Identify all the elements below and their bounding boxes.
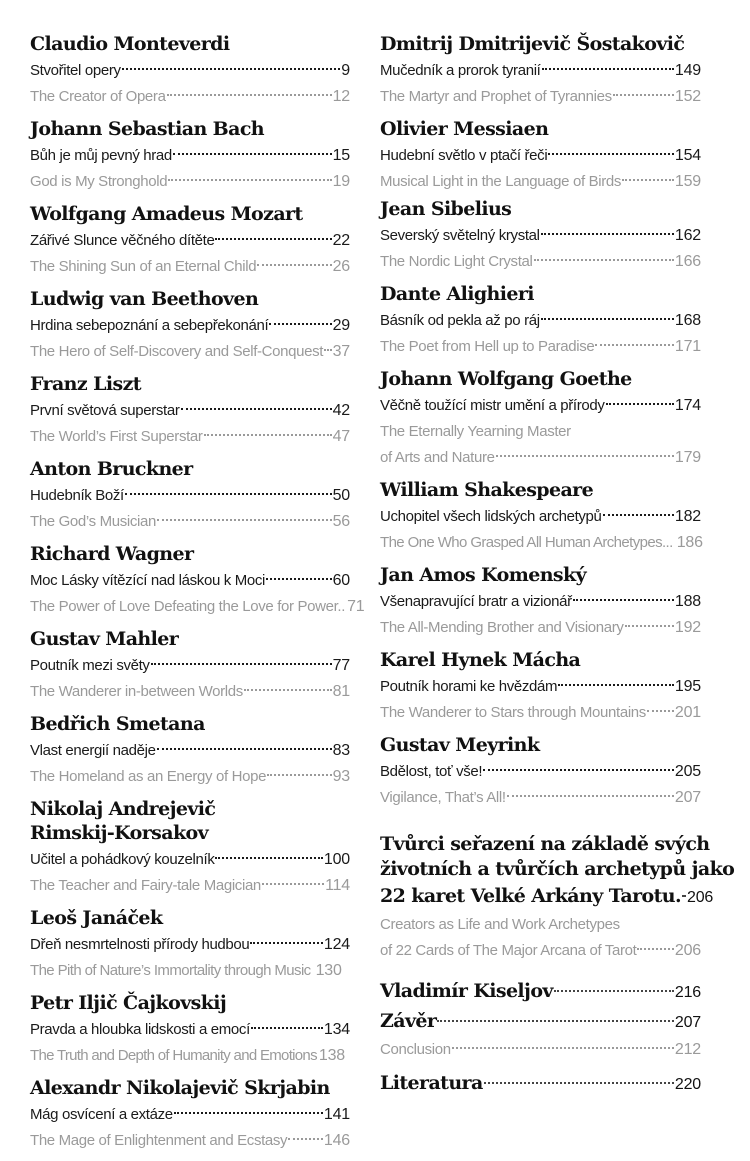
leader-dots xyxy=(548,153,674,155)
entry-en-page: 138 xyxy=(318,1047,345,1064)
entry-cz-text: První světová superstar xyxy=(30,402,180,419)
entry-en-text: The Shining Sun of an Eternal Child xyxy=(30,258,257,275)
tarot-en-line-continued[interactable] xyxy=(380,938,701,964)
entry-cz-text: Poutník mezi světy xyxy=(30,657,150,674)
entry-en-text: The Hero of Self-Discovery and Self-Conquest xyxy=(30,343,324,360)
entry-cz-line[interactable] xyxy=(380,589,701,615)
entry-en-text: The Creator of Opera xyxy=(30,88,166,105)
entry-en-text: The World’s First Superstar xyxy=(30,428,203,445)
entry-cz-page: 42 xyxy=(332,402,350,419)
entry-cz-page: 162 xyxy=(674,227,701,244)
entry-cz-text: Mučedník a prorok tyranií xyxy=(380,62,541,79)
leader-dots xyxy=(167,94,332,96)
entry-en-line[interactable] xyxy=(30,509,350,535)
entry-en-text: The Wanderer in-between Worlds xyxy=(30,683,243,700)
entry-en-line[interactable] xyxy=(30,254,350,280)
entry-title: Petr Iljič Čajkovskij xyxy=(30,992,227,1014)
entry-cz-page: 195 xyxy=(674,678,701,695)
entry-cz-page: 22 xyxy=(332,232,350,249)
tarot-en-text: Creators as Life and Work Archetypes xyxy=(380,916,620,933)
entry-en-line[interactable] xyxy=(30,873,350,899)
entry-cz-line[interactable] xyxy=(380,58,701,84)
entry-cz-text: Severský světelný krystal xyxy=(380,227,540,244)
entry-en-line[interactable] xyxy=(380,785,701,811)
toc-entry xyxy=(30,372,350,450)
entry-cz-text: Zářivé Slunce věčného dítěte xyxy=(30,232,215,249)
tarot-title-page: 206 xyxy=(687,889,714,906)
entry-cz-page: 124 xyxy=(323,936,350,953)
entry-en-line[interactable] xyxy=(30,169,350,195)
leader-dots xyxy=(122,68,341,70)
entry-en-text: The Teacher and Fairy-tale Magician xyxy=(30,877,261,894)
toc-entry-kiseljov[interactable] xyxy=(380,977,701,1007)
leader-dots xyxy=(215,857,322,859)
entry-title: Alexandr Nikolajevič Skrjabin xyxy=(30,1077,330,1099)
entry-en-line[interactable] xyxy=(380,419,701,445)
toc-entry xyxy=(30,287,350,365)
tarot-section xyxy=(380,832,735,964)
leader-dots xyxy=(496,455,674,457)
entry-en-page: 192 xyxy=(674,619,701,636)
entry-cz-line[interactable] xyxy=(380,308,701,334)
entry-cz-text: Hudebník Boží xyxy=(30,487,124,504)
entry-cz-line[interactable] xyxy=(30,143,350,169)
leader-dots xyxy=(168,179,331,181)
leader-dots xyxy=(151,663,332,665)
entry-cz-page: 154 xyxy=(674,147,701,164)
entry-title: Gustav Mahler xyxy=(30,628,179,650)
toc-entry xyxy=(380,32,701,110)
leader-dots xyxy=(257,264,331,266)
entry-cz-page: 188 xyxy=(674,593,701,610)
entry-cz-line[interactable] xyxy=(380,393,701,419)
entry-cz-text: Uchopitel všech lidských archetypů xyxy=(380,508,602,525)
entry-en-page: 179 xyxy=(674,449,701,466)
toc-entry xyxy=(380,282,701,360)
entry-page: 220 xyxy=(674,1076,701,1093)
leader-dots xyxy=(250,942,322,944)
entry-en-text: The Nordic Light Crystal xyxy=(380,253,533,270)
leader-dots xyxy=(507,795,674,797)
entry-cz-line[interactable] xyxy=(30,653,350,679)
entry-cz-line[interactable] xyxy=(30,1017,350,1043)
entry-en-text: The Truth and Depth of Humanity and Emotions xyxy=(30,1047,317,1064)
entry-cz-text: Mág osvícení a extáze xyxy=(30,1106,173,1123)
entry-cz-text: Bůh je můj pevný hrad xyxy=(30,147,172,164)
toc-entry xyxy=(30,906,350,984)
entry-cz-page: 15 xyxy=(332,147,350,164)
entry-title: Olivier Messiaen xyxy=(380,118,549,140)
leader-dots xyxy=(595,344,673,346)
entry-title: Vladimír Kiseljov xyxy=(380,980,553,1002)
entry-en-page: 56 xyxy=(332,513,350,530)
entry-title: Leoš Janáček xyxy=(30,907,163,929)
leader-dots xyxy=(262,883,324,885)
entry-en-line[interactable] xyxy=(30,679,350,705)
entry-en-text: The Eternally Yearning Master xyxy=(380,423,571,440)
entry-cz-text: Stvořitel opery xyxy=(30,62,121,79)
entry-en-page: 19 xyxy=(332,173,350,190)
entry-en-text: The Wanderer to Stars through Mountains xyxy=(380,704,646,721)
leader-dots xyxy=(606,403,674,405)
entry-en-text: Vigilance, That’s All! xyxy=(380,789,506,806)
entry-cz-page: 9 xyxy=(341,62,350,79)
entry-cz-line[interactable] xyxy=(30,568,350,594)
leader-dots xyxy=(542,68,674,70)
leader-dots xyxy=(267,774,331,776)
entry-en-text: Musical Light in the Language of Birds xyxy=(380,173,622,190)
entry-title: Richard Wagner xyxy=(30,543,194,565)
entry-en-page: 212 xyxy=(674,1041,701,1058)
tarot-en-text-continued: of 22 Cards of The Major Arcana of Tarot xyxy=(380,942,637,959)
leader-dots xyxy=(181,408,332,410)
entry-en-line[interactable] xyxy=(30,424,350,450)
leader-dots xyxy=(215,238,331,240)
entry-en-line[interactable] xyxy=(30,958,350,984)
leader-dots xyxy=(251,1027,323,1029)
toc-entry-literatura[interactable] xyxy=(380,1069,701,1099)
entry-title: Anton Bruckner xyxy=(30,458,193,480)
entry-title: Dante Alighieri xyxy=(380,283,534,305)
entry-en-line[interactable] xyxy=(30,84,350,110)
entry-cz-line[interactable] xyxy=(380,674,701,700)
entry-cz-text: Vlast energií naděje xyxy=(30,742,156,759)
leader-dots xyxy=(437,1020,674,1022)
entry-title: Johann Wolfgang Goethe xyxy=(380,368,632,390)
leader-dots xyxy=(452,1047,674,1049)
leader-dots xyxy=(682,895,686,897)
entry-title-continued: Rimskij-Korsakov xyxy=(30,822,209,844)
leader-dots xyxy=(157,519,332,521)
entry-cz-page: 83 xyxy=(332,742,350,759)
entry-en-page: 166 xyxy=(674,253,701,270)
leader-dots xyxy=(647,710,674,712)
entry-cz-text: Všenapravující bratr a vizionář xyxy=(380,593,572,610)
entry-en-page: 152 xyxy=(674,88,701,105)
leader-dots xyxy=(541,233,674,235)
toc-entry xyxy=(30,991,350,1069)
entry-en-text: Conclusion xyxy=(380,1041,451,1058)
entry-cz-page: 174 xyxy=(674,397,701,414)
entry-cz-line[interactable] xyxy=(30,1102,350,1128)
entry-title: Nikolaj Andrejevič xyxy=(30,798,216,820)
toc-entry xyxy=(30,457,350,535)
leader-dots xyxy=(125,493,332,495)
leader-dots xyxy=(613,94,674,96)
leader-dots xyxy=(534,259,674,261)
entry-en-page: 81 xyxy=(332,683,350,700)
leader-dots xyxy=(603,514,674,516)
entry-cz-line[interactable] xyxy=(30,398,350,424)
entry-en-page: 171 xyxy=(674,338,701,355)
entry-cz-text: Moc Lásky vítězící nad láskou k Moci xyxy=(30,572,265,589)
leader-dots xyxy=(573,599,674,601)
entry-cz-line[interactable] xyxy=(30,932,350,958)
leader-dots xyxy=(558,684,674,686)
entry-en-page: 146 xyxy=(323,1132,350,1149)
entry-en-line[interactable] xyxy=(380,84,701,110)
entry-title: Karel Hynek Mácha xyxy=(380,649,581,671)
entry-title: Závěr xyxy=(380,1010,437,1032)
entry-cz-text: Učitel a pohádkový kouzelník xyxy=(30,851,215,868)
leader-dots xyxy=(173,153,332,155)
entry-title: Literatura xyxy=(380,1072,483,1094)
entry-en-text: God is My Stronghold xyxy=(30,173,168,190)
entry-cz-line[interactable] xyxy=(30,58,350,84)
entry-cz-text: Básník od pekla až po ráj xyxy=(380,312,540,329)
entry-en-line[interactable] xyxy=(30,1043,350,1069)
entry-cz-line[interactable] xyxy=(380,143,701,169)
entry-title: Gustav Meyrink xyxy=(380,734,540,756)
entry-cz-page: 29 xyxy=(332,317,350,334)
toc-right-column xyxy=(380,32,735,1099)
entry-cz-page: 168 xyxy=(674,312,701,329)
tarot-en-line[interactable] xyxy=(380,912,701,938)
toc-entry xyxy=(30,202,350,280)
entry-en-line[interactable] xyxy=(380,615,701,641)
entry-en-page: 93 xyxy=(332,768,350,785)
entry-title: Franz Liszt xyxy=(30,373,141,395)
entry-title: Dmitrij Dmitrijevič Šostakovič xyxy=(380,33,685,55)
entry-cz-page: 100 xyxy=(323,851,350,868)
entry-en-line[interactable] xyxy=(30,594,365,620)
entry-cz-text: Hrdina sebepoznání a sebepřekonání xyxy=(30,317,269,334)
toc-entry xyxy=(30,542,365,620)
entry-en-page: 47 xyxy=(332,428,350,445)
toc-left-column xyxy=(30,32,365,1161)
entry-en-text: The Homeland as an Energy of Hope xyxy=(30,768,267,785)
leader-dots xyxy=(324,349,332,351)
entry-cz-text: Poutník horami ke hvězdám xyxy=(380,678,558,695)
entry-en-line-continued[interactable] xyxy=(380,445,701,471)
entry-cz-line[interactable] xyxy=(30,483,350,509)
entry-en-page: 130 xyxy=(315,962,342,979)
leader-dots xyxy=(541,318,674,320)
leader-dots xyxy=(625,625,674,627)
entry-title: Wolfgang Amadeus Mozart xyxy=(30,203,303,225)
entry-cz-line[interactable] xyxy=(380,504,701,530)
toc-entry xyxy=(30,797,350,899)
entry-cz-line[interactable] xyxy=(30,313,350,339)
tarot-en-page: 206 xyxy=(674,942,701,959)
entry-cz-line[interactable] xyxy=(380,223,701,249)
toc-entry xyxy=(30,1076,350,1154)
entry-en-line[interactable] xyxy=(30,1128,350,1154)
entry-title: William Shakespeare xyxy=(380,479,594,501)
toc-entry xyxy=(30,32,350,110)
toc-entry xyxy=(380,197,701,275)
entry-en-text: The Pith of Nature’s Immortality through Music xyxy=(30,962,311,979)
toc-entry xyxy=(30,712,350,790)
leader-dots xyxy=(483,769,674,771)
entry-cz-page: 182 xyxy=(674,508,701,525)
entry-cz-page: 149 xyxy=(674,62,701,79)
entry-title: Jan Amos Komenský xyxy=(380,564,587,586)
toc-entry xyxy=(380,648,701,726)
toc-entry xyxy=(380,117,701,195)
toc-entry xyxy=(30,117,350,195)
entry-title: Bedřich Smetana xyxy=(30,713,205,735)
entry-cz-text: Pravda a hloubka lidskosti a emocí xyxy=(30,1021,250,1038)
entry-en-line[interactable] xyxy=(380,169,701,195)
entry-en-line[interactable] xyxy=(30,339,350,365)
toc-entry xyxy=(30,627,350,705)
entry-cz-line[interactable] xyxy=(30,228,350,254)
toc-entry xyxy=(380,563,701,641)
entry-en-page: 114 xyxy=(325,877,350,894)
leader-dots xyxy=(244,689,332,691)
entry-cz-page: 134 xyxy=(323,1021,350,1038)
entry-en-line[interactable] xyxy=(380,249,701,275)
leader-dots xyxy=(484,1082,674,1084)
tarot-title-line-3[interactable] xyxy=(380,882,714,912)
entry-en-text: The One Who Grasped All Human Archetypes... xyxy=(380,534,673,551)
section-spacer xyxy=(380,818,701,832)
toc-entry-zaver[interactable] xyxy=(380,1007,701,1037)
tarot-title-text: 22 karet Velké Arkány Tarotu. xyxy=(380,885,682,907)
entry-title: Jean Sibelius xyxy=(380,198,512,220)
toc-entry-conclusion[interactable] xyxy=(380,1037,701,1063)
entry-cz-text: Hudební světlo v ptačí řeči xyxy=(380,147,548,164)
leader-dots xyxy=(637,948,673,950)
entry-en-text: The Power of Love Defeating the Love for Power.. xyxy=(30,598,346,615)
entry-en-line[interactable] xyxy=(380,700,701,726)
entry-en-page: 207 xyxy=(674,789,701,806)
entry-en-text: The Martyr and Prophet of Tyrannies xyxy=(380,88,612,105)
leader-dots xyxy=(554,990,674,992)
entry-en-line[interactable] xyxy=(380,530,701,556)
tarot-title-line-1: Tvůrci seřazení na základě svých xyxy=(380,833,710,855)
entry-en-text-continued: of Arts and Nature xyxy=(380,449,495,466)
entry-en-text: The God’s Musician xyxy=(30,513,156,530)
entry-en-page: 26 xyxy=(332,258,350,275)
leader-dots xyxy=(288,1138,323,1140)
entry-cz-text: Dřeň nesmrtelnosti přírody hudbou xyxy=(30,936,250,953)
entry-cz-text: Věčně toužící mistr umění a přírody xyxy=(380,397,605,414)
entry-cz-line[interactable] xyxy=(30,847,350,873)
entry-en-line[interactable] xyxy=(30,764,350,790)
entry-en-page: 186 xyxy=(676,534,703,551)
toc-entry xyxy=(380,733,701,811)
leader-dots xyxy=(622,179,674,181)
entry-en-page: 71 xyxy=(347,598,365,615)
entry-en-text: The Mage of Enlightenment and Ecstasy xyxy=(30,1132,288,1149)
entry-cz-line[interactable] xyxy=(30,738,350,764)
entry-en-text: The All-Mending Brother and Visionary xyxy=(380,619,624,636)
toc-entry xyxy=(380,478,701,556)
entry-title: Johann Sebastian Bach xyxy=(30,118,265,140)
entry-cz-page: 77 xyxy=(332,657,350,674)
entry-en-page: 159 xyxy=(674,173,701,190)
toc-entry xyxy=(380,367,701,471)
entry-en-page: 37 xyxy=(332,343,350,360)
entry-cz-page: 205 xyxy=(674,763,701,780)
leader-dots xyxy=(157,748,332,750)
entry-page: 207 xyxy=(674,1014,701,1031)
entry-en-text: The Poet from Hell up to Paradise xyxy=(380,338,595,355)
entry-en-page: 201 xyxy=(674,704,701,721)
entry-cz-line[interactable] xyxy=(380,759,701,785)
entry-cz-text: Bdělost, toť vše! xyxy=(380,763,483,780)
entry-title: Ludwig van Beethoven xyxy=(30,288,259,310)
entry-en-page: 12 xyxy=(332,88,350,105)
leader-dots xyxy=(269,323,331,325)
leader-dots xyxy=(174,1112,323,1114)
entry-page: 216 xyxy=(674,984,701,1001)
entry-cz-page: 141 xyxy=(323,1106,350,1123)
leader-dots xyxy=(204,434,332,436)
tarot-title-line-2: životních a tvůrčích archetypů jako xyxy=(380,858,735,880)
entry-cz-page: 50 xyxy=(332,487,350,504)
leader-dots xyxy=(266,578,332,580)
entry-en-line[interactable] xyxy=(380,334,701,360)
entry-cz-page: 60 xyxy=(332,572,350,589)
entry-title: Claudio Monteverdi xyxy=(30,33,230,55)
